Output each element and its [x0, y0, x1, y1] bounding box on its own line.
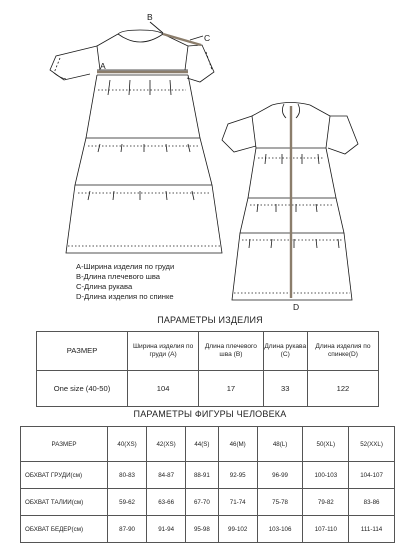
column-header: Длина плечевого шва (В) [199, 332, 263, 371]
marker-d: D [293, 302, 300, 312]
legend-item-b: B-Длина плечевого шва [76, 272, 161, 281]
product-table-title: ПАРАМЕТРЫ ИЗДЕЛИЯ [157, 315, 263, 325]
value-cell: 75-78 [257, 489, 303, 516]
size-cell: 48(L) [257, 427, 303, 462]
row-label: ОБХВАТ БЕДЕР(см) [21, 516, 108, 543]
size-cell: 52(XXL) [349, 427, 395, 462]
table-row [37, 371, 379, 407]
value-cell: 122 [307, 371, 378, 407]
size-cell: 40(XS) [108, 427, 147, 462]
back-left-sleeve [222, 116, 256, 152]
value-cell: 99-102 [218, 516, 257, 543]
value-cell: 17 [199, 371, 263, 407]
value-cell: 104-107 [349, 462, 395, 489]
legend-item-c: C-Длина рукава [76, 282, 133, 291]
legend-item-d: D-Длина изделия по спинке [76, 292, 174, 301]
marker-c: C [204, 33, 211, 43]
column-header: Длина рукава (С) [263, 332, 307, 371]
value-cell: 80-83 [108, 462, 147, 489]
table-row [21, 516, 395, 543]
table-row [21, 462, 395, 489]
value-cell: 100-103 [303, 462, 349, 489]
size-cell: 42(XS) [147, 427, 186, 462]
value-cell: 92-95 [218, 462, 257, 489]
size-cell: 50(XL) [303, 427, 349, 462]
value-cell: 96-99 [257, 462, 303, 489]
back-right-sleeve [328, 116, 358, 154]
value-cell: 83-86 [349, 489, 395, 516]
column-header: Ширина изделия по груди (А) [128, 332, 199, 371]
marker-a: A [100, 61, 106, 71]
front-neckline [118, 34, 163, 42]
value-cell: 91-94 [147, 516, 186, 543]
legend-item-a: A-Ширина изделия по груди [76, 262, 175, 271]
table-row [21, 427, 395, 462]
row-label: ОБХВАТ ТАЛИИ(см) [21, 489, 108, 516]
value-cell: 103-106 [257, 516, 303, 543]
value-cell: 87-90 [108, 516, 147, 543]
value-cell: 88-91 [186, 462, 218, 489]
row-label: ОБХВАТ ГРУДИ(см) [21, 462, 108, 489]
column-header: Длина изделия по спинке(D) [307, 332, 378, 371]
value-cell: 79-82 [303, 489, 349, 516]
product-params-table [36, 331, 379, 407]
size-header: РАЗМЕР [21, 427, 108, 462]
body-params-table [20, 426, 395, 543]
measurement-legend [76, 262, 174, 302]
body-table-title: ПАРАМЕТРЫ ФИГУРЫ ЧЕЛОВЕКА [133, 409, 287, 419]
row-label: One size (40-50) [37, 371, 128, 407]
table-row [21, 489, 395, 516]
value-cell: 111-114 [349, 516, 395, 543]
size-cell: 46(M) [218, 427, 257, 462]
table-row [37, 332, 379, 371]
value-cell: 84-87 [147, 462, 186, 489]
value-cell: 95-98 [186, 516, 218, 543]
value-cell: 71-74 [218, 489, 257, 516]
marker-b: B [147, 12, 153, 22]
value-cell: 107-110 [303, 516, 349, 543]
value-cell: 63-66 [147, 489, 186, 516]
value-cell: 59-62 [108, 489, 147, 516]
value-cell: 67-70 [186, 489, 218, 516]
size-cell: 44(S) [186, 427, 218, 462]
size-header: РАЗМЕР [37, 332, 128, 371]
value-cell: 104 [128, 371, 199, 407]
value-cell: 33 [263, 371, 307, 407]
